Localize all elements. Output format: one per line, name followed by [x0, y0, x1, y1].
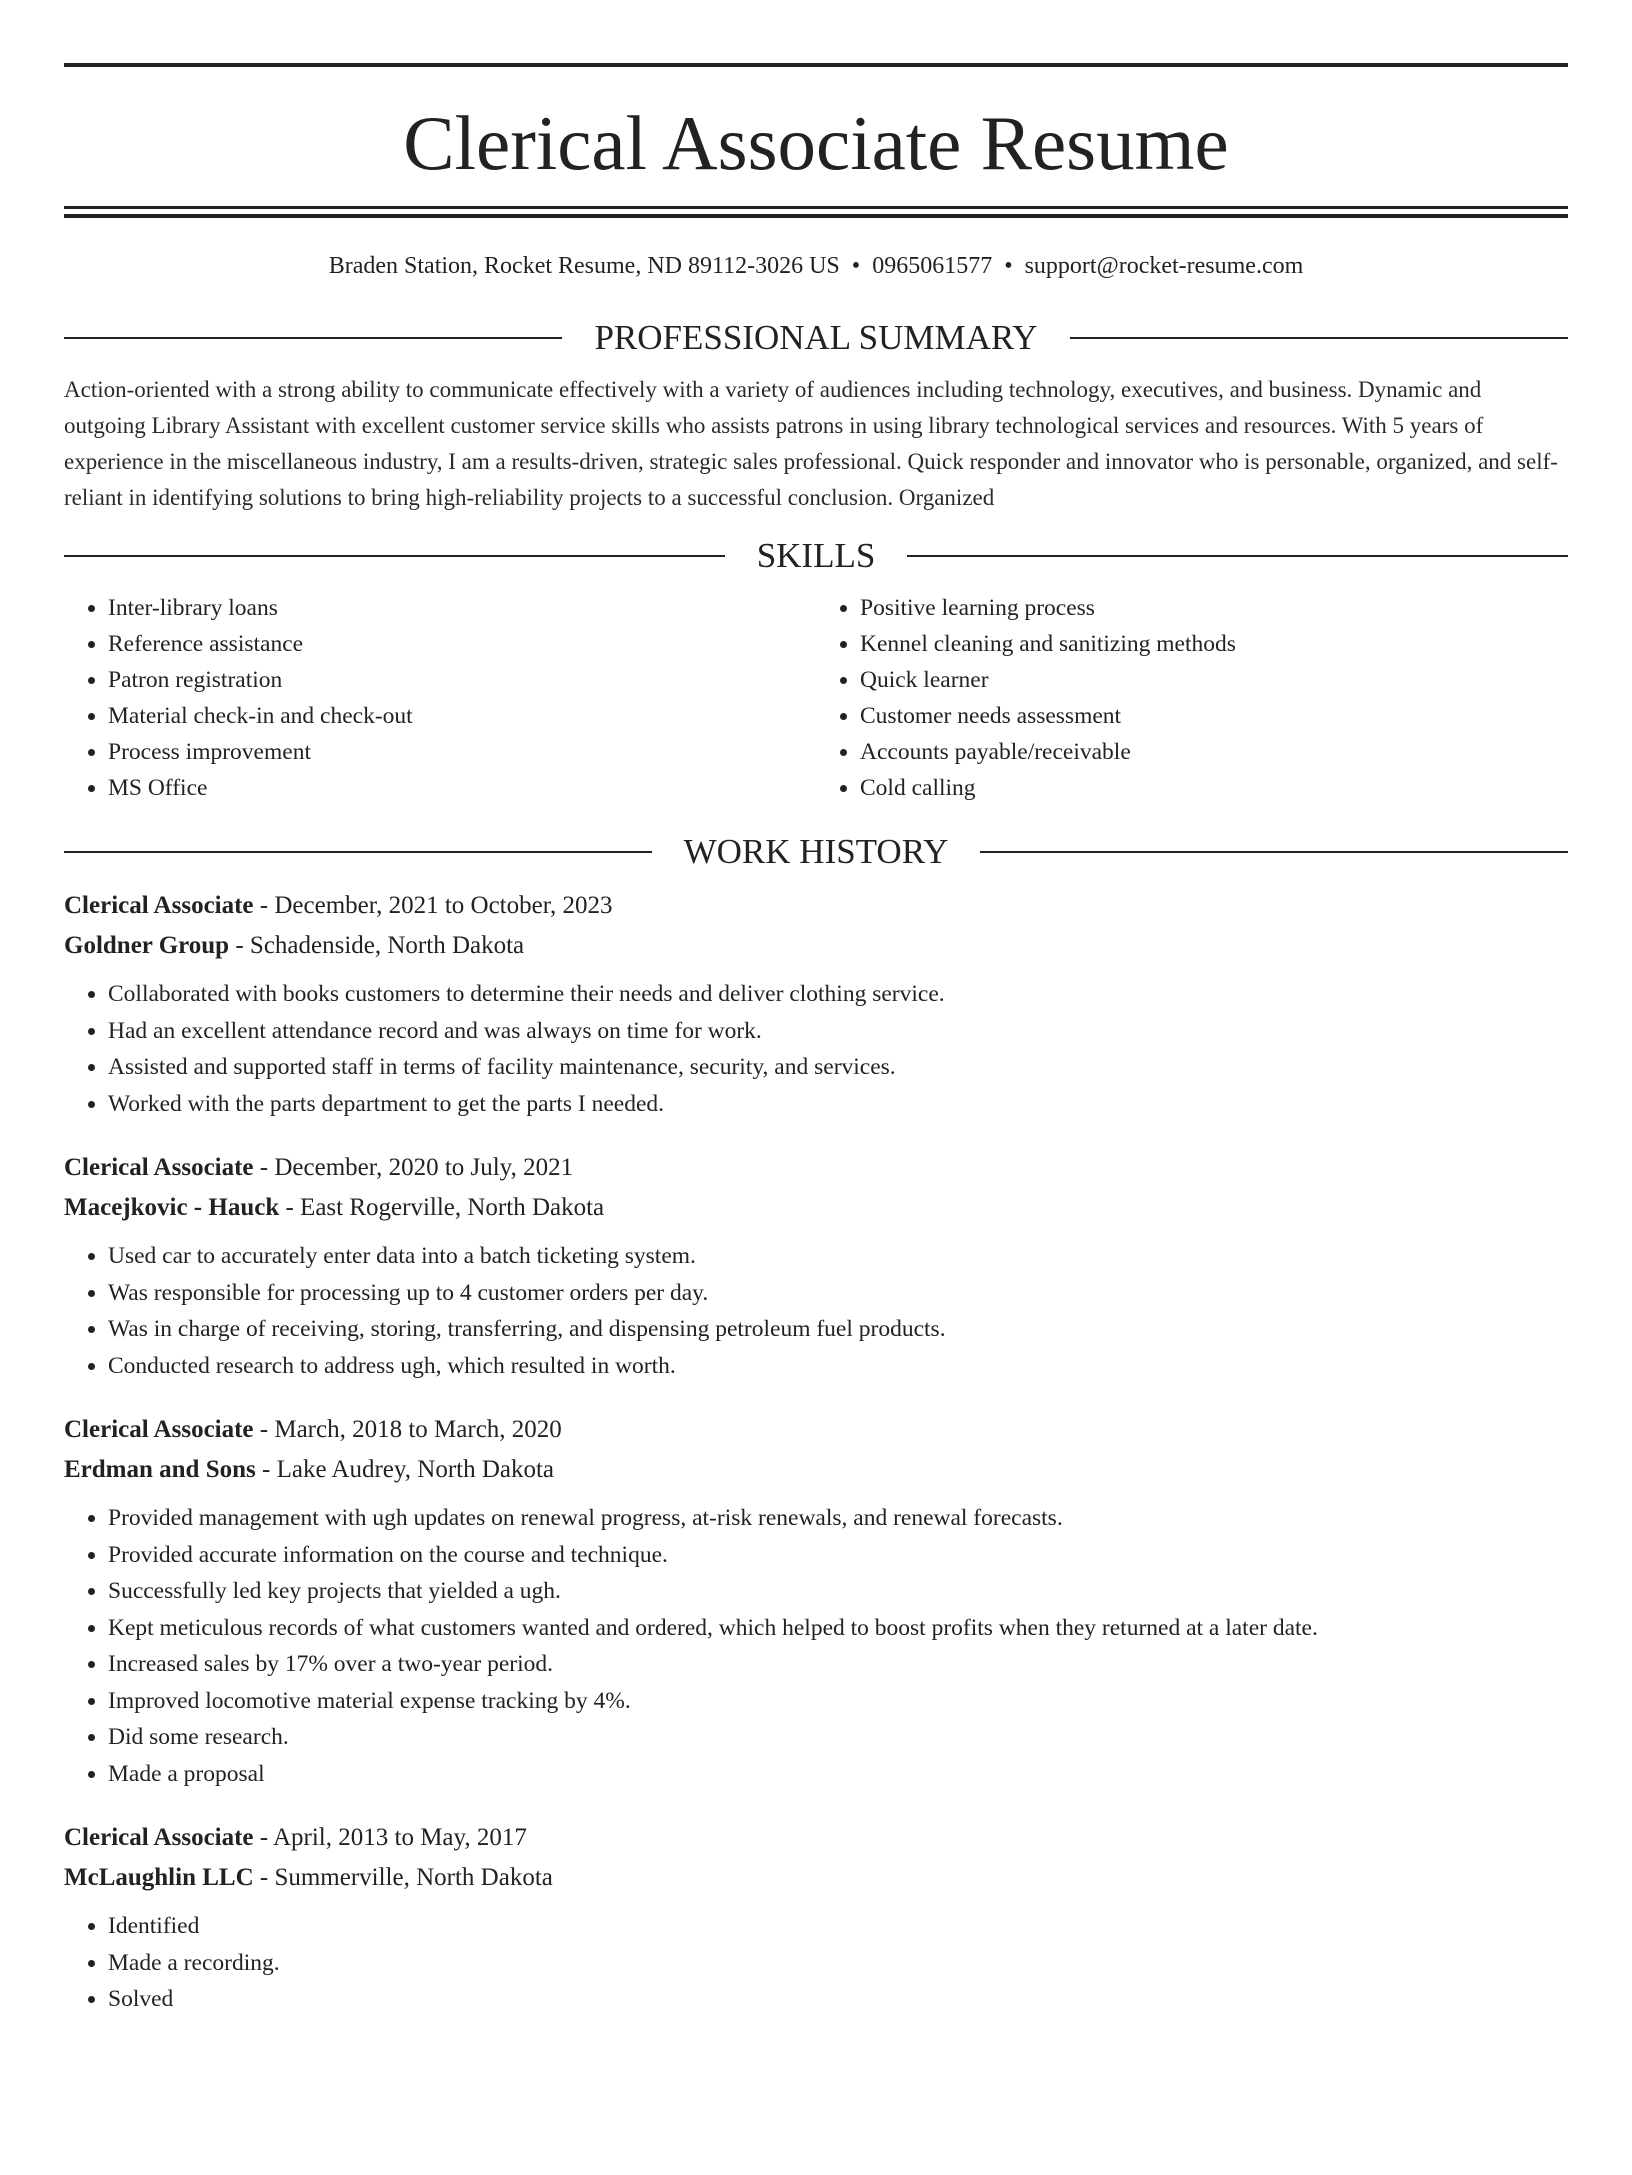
- job-bullet: • Improved locomotive material expense tracking by 4%.: [108, 1683, 1568, 1720]
- skills-list: [64, 590, 1568, 806]
- job-bullets: [64, 1238, 1568, 1384]
- summary-heading: [64, 316, 1568, 360]
- job-bullets: [64, 976, 1568, 1122]
- job-title: Clerical Associate: [64, 1824, 254, 1851]
- job-bullet: • Was in charge of receiving, storing, transferring, and dispensing petroleum fuel products.: [108, 1311, 1568, 1348]
- skill-item: • Customer needs assessment: [860, 698, 1568, 734]
- job-bullets: [64, 1500, 1568, 1792]
- job-bullet: • Worked with the parts department to get the parts I needed.: [108, 1086, 1568, 1123]
- summary-text: Action-oriented with a strong ability to communicate effectively with a variety of audiences including technology, executives, and business. Dynamic and outgoing Library Assistant with excellent customer service skills who assists patrons in using library technological services and resources. With 5 years of experience in the miscellaneous industry, I am a results-driven, strategic sales professional. Quick responder and innovator who is personable, organized, and self-reliant in identifying solutions to bring high-reliability projects to a successful conclusion. Organized: [64, 377, 1558, 510]
- job-title-line: [64, 1818, 1568, 1858]
- skill-item: • Quick learner: [860, 662, 1568, 698]
- job-company: Macejkovic - Hauck: [64, 1194, 280, 1221]
- skills-heading-label: SKILLS: [756, 536, 876, 575]
- job-company-line: [64, 1188, 1568, 1228]
- job-bullet: • Had an excellent attendance record and was always on time for work.: [108, 1013, 1568, 1050]
- job-bullet: • Conducted research to address ugh, which resulted in worth.: [108, 1348, 1568, 1385]
- job-entry: [64, 1410, 1568, 1792]
- skills-column-right: [816, 590, 1568, 806]
- double-rule-line-1: [64, 206, 1568, 209]
- work-heading-label: WORK HISTORY: [683, 832, 949, 871]
- double-rule-line-2: [64, 214, 1568, 218]
- top-rule: [64, 63, 1568, 67]
- skill-item: • Inter-library loans: [108, 590, 816, 626]
- resume-page: [0, 63, 1632, 2175]
- job-company-line: [64, 1858, 1568, 1898]
- job-bullet: • Provided management with ugh updates on renewal progress, at-risk renewals, and renewal forecasts.: [108, 1500, 1568, 1537]
- job-title: Clerical Associate: [64, 1154, 254, 1181]
- job-location: - East Rogerville, North Dakota: [279, 1194, 605, 1221]
- skills-heading: [64, 534, 1568, 578]
- summary-heading-label: PROFESSIONAL SUMMARY: [594, 318, 1038, 357]
- resume-title: Clerical Associate Resume: [403, 100, 1229, 186]
- job-dates: - April, 2013 to May, 2017: [253, 1824, 527, 1851]
- job-dates: - March, 2018 to March, 2020: [253, 1416, 562, 1443]
- job-location: - Lake Audrey, North Dakota: [255, 1456, 555, 1483]
- skill-item: • Patron registration: [108, 662, 816, 698]
- heading-rule-right: [907, 555, 1568, 557]
- contact-separator: •: [851, 253, 861, 279]
- contact-line: [64, 251, 1568, 281]
- job-dates: - December, 2021 to October, 2023: [253, 892, 613, 919]
- job-bullet: • Successfully led key projects that yielded a ugh.: [108, 1573, 1568, 1610]
- job-entry: [64, 1148, 1568, 1384]
- job-company: McLaughlin LLC: [64, 1864, 254, 1891]
- contact-separator: •: [1004, 253, 1013, 279]
- job-location: - Summerville, North Dakota: [253, 1864, 553, 1891]
- work-history-list: [64, 886, 1568, 2018]
- job-bullet: • Made a proposal: [108, 1756, 1568, 1793]
- heading-rule-right: [980, 851, 1568, 853]
- heading-rule-right: [1070, 337, 1568, 339]
- job-dates: - December, 2020 to July, 2021: [253, 1154, 574, 1181]
- title-double-rule: [64, 206, 1568, 218]
- skill-item: • Kennel cleaning and sanitizing methods: [860, 626, 1568, 662]
- job-company-line: [64, 1450, 1568, 1490]
- job-entry: [64, 886, 1568, 1122]
- contact-address: Braden Station, Rocket Resume, ND 89112-3026 US: [328, 253, 840, 279]
- job-bullet: • Identified: [108, 1908, 1568, 1945]
- job-company: Goldner Group: [64, 932, 230, 959]
- job-location: - Schadenside, North Dakota: [229, 932, 525, 959]
- job-title: Clerical Associate: [64, 892, 254, 919]
- job-title: Clerical Associate: [64, 1416, 254, 1443]
- skill-item: • Accounts payable/receivable: [860, 734, 1568, 770]
- job-bullet: • Assisted and supported staff in terms of facility maintenance, security, and services.: [108, 1049, 1568, 1086]
- heading-rule-left: [64, 851, 652, 853]
- job-company-line: [64, 926, 1568, 966]
- job-bullet: • Was responsible for processing up to 4 customer orders per day.: [108, 1275, 1568, 1312]
- skill-item: • Reference assistance: [108, 626, 816, 662]
- heading-rule-left: [64, 555, 725, 557]
- skill-item: • Cold calling: [860, 770, 1568, 806]
- job-entry: [64, 1818, 1568, 2018]
- job-bullet: • Made a recording.: [108, 1945, 1568, 1982]
- skill-item: • MS Office: [108, 770, 816, 806]
- job-bullet: • Solved: [108, 1981, 1568, 2018]
- skill-item: • Positive learning process: [860, 590, 1568, 626]
- job-bullet: • Collaborated with books customers to determine their needs and deliver clothing service.: [108, 976, 1568, 1013]
- job-bullet: • Increased sales by 17% over a two-year period.: [108, 1646, 1568, 1683]
- skill-item: • Material check-in and check-out: [108, 698, 816, 734]
- job-bullet: • Provided accurate information on the course and technique.: [108, 1537, 1568, 1574]
- skill-item: • Process improvement: [108, 734, 816, 770]
- skills-column-left: [64, 590, 816, 806]
- job-title-line: [64, 1410, 1568, 1450]
- job-title-line: [64, 1148, 1568, 1188]
- job-bullet: • Kept meticulous records of what customers wanted and ordered, which helped to boost profits when they returned at a later date.: [108, 1610, 1568, 1647]
- contact-phone: 0965061577: [872, 253, 993, 279]
- contact-email: support@rocket-resume.com: [1024, 253, 1304, 279]
- job-bullet: • Did some research.: [108, 1719, 1568, 1756]
- job-company: Erdman and Sons: [64, 1456, 256, 1483]
- job-title-line: [64, 886, 1568, 926]
- work-heading: [64, 830, 1568, 874]
- job-bullet: • Used car to accurately enter data into a batch ticketing system.: [108, 1238, 1568, 1275]
- job-bullets: [64, 1908, 1568, 2018]
- heading-rule-left: [64, 337, 562, 339]
